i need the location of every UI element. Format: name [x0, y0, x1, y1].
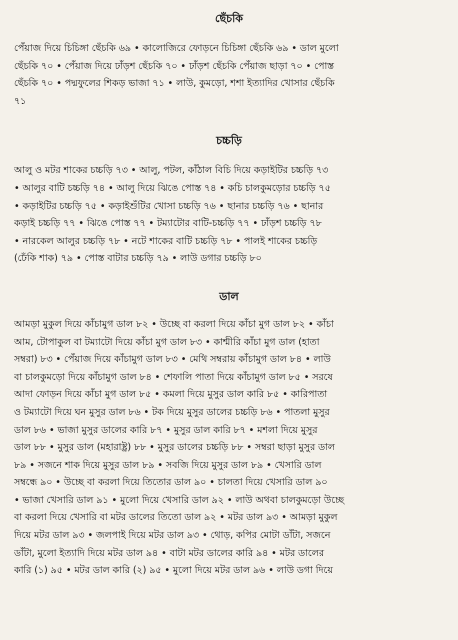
text-line: ডাল ৮৮ • মুসুর ডাল (মহারাষ্ট্র) ৮৮ • মুসুর ডালের চচ্চড়ি ৮৮ • সম্বরা ছাড়া মুসুর ডাল: [14, 442, 335, 454]
text-line: কারি (১) ৯৫ • মটর ডাল কারি (২) ৯৫ • মুলো দিয়ে মটর ডাল ৯৬ • লাউ ডগা দিয়ে: [14, 565, 333, 577]
text-line: • কড়াইটির চচ্চড়ি ৭৫ • কড়াইশুঁটির খোসা চচ্চড়ি ৭৬ • ছানার চচ্চড়ি ৭৬ • ছানার: [14, 200, 324, 212]
text-line: ছেঁচকি ৭০ • পেঁয়াজ দিয়ে ঢাঁড়শ ছেঁচকি ৭০ • ঢাঁড়শ ছেঁচকি পেঁয়াজ ছাড়া ৭০ • পোস্ত: [14, 60, 334, 72]
text-line: দিয়ে মটর ডাল ৯৩ • জলপাই দিয়ে মটর ডাল ৯৩ • থোড়, কপির মোটা ডাঁটা, সজনে: [14, 530, 331, 542]
text-line: আম, টোপাকুল বা টম্যাটো দিয়ে কাঁচা মুগ ডাল ৮৩ • কাশ্মীরি কাঁচা মুগ ডাল (হাতা: [14, 336, 320, 348]
text-line: • ভাজা খেসারি ডাল ৯১ • মুলো দিয়ে খেসারি ডাল ৯২ • লাউ অথবা চালকুমড়ো উচ্ছে: [14, 494, 345, 506]
text-line: (ঢেঁকি শাক) ৭৯ • পোস্ত বাটার চচ্চড়ি ৭৯ • লাউ ডগার চচ্চড়ি ৮০: [14, 253, 262, 265]
section-heading-chechki: ছেঁচকি: [215, 12, 243, 25]
text-line: • আলুর বাটি চচ্চড়ি ৭৪ • আলু দিয়ে ঝিঙে পোস্ত ৭৪ • কচি চালকুমড়োর চচ্চড়ি ৭৫: [14, 182, 331, 194]
section-text-chochchori: [14, 162, 444, 268]
text-line: ডাল ৮৬ • ভাজা মুসুর ডালের কারি ৮৭ • মুসুর ডাল কারি ৮৭ • মশলা দিয়ে মুসুর: [14, 424, 318, 436]
text-line: বা করলা দিয়ে খেসারি বা মটর ডালের তিতো ডাল ৯২ • মটর ডাল ৯৩ • আমড়া মুকুল: [14, 512, 338, 524]
text-line: ও টম্যাটো দিয়ে ঘন মুসুর ডাল ৮৬ • টক দিয়ে মুসুর ডালের চচ্চড়ি ৮৬ • পাতলা মুসুর: [14, 406, 330, 418]
text-line: • নারকেল আলুর চচ্চড়ি ৭৮ • নটে শাকের বাটি চচ্চড়ি ৭৮ • পালই শাকের চচ্চড়ি: [14, 235, 318, 247]
section-text-dal: [14, 316, 444, 580]
text-line: ৮৯ • সজনে শাক দিয়ে মুসুর ডাল ৮৯ • সবজি দিয়ে মুসুর ডাল ৮৯ • খেসারি ডাল: [14, 459, 322, 471]
text-line: কড়াই চচ্চড়ি ৭৭ • ঝিঙে পোস্ত ৭৭ • টম্যাটোর বাটি-চচ্চড়ি ৭৭ • ঢাঁড়শ চচ্চড়ি ৭৮: [14, 218, 322, 230]
text-line: পেঁয়াজ দিয়ে চিচিঙ্গা ছেঁচকি ৬৯ • কালোজিরে ফোড়নে চিচিঙ্গা ছেঁচকি ৬৯ • ডাল মুলো: [14, 43, 339, 54]
text-line: আলু ও মটর শাকের চচ্চড়ি ৭৩ • আলু, পটল, কাঁঠাল বিচি দিয়ে কড়াইটির চচ্চড়ি ৭৩: [14, 165, 329, 177]
section-text-chechki: [14, 40, 444, 110]
section-heading-dal: ডাল: [219, 289, 239, 303]
text-line: আমড়া মুকুল দিয়ে কাঁচামুগ ডাল ৮২ • উচ্ছে বা করলা দিয়ে কাঁচা মুগ ডাল ৮২ • কাঁচা: [14, 318, 334, 330]
section-heading-chochchori: চচ্চড়ি: [216, 134, 242, 148]
text-line: ডাঁটা, মুলো ইত্যাদি দিয়ে মটর ডাল ৯৪ • বাটা মটর ডালের কারি ৯৪ • মটর ডালের: [14, 547, 324, 559]
text-line: ছেঁচকি ৭০ • পদ্মফুলের শিকড় ভাজা ৭১ • লাউ, কুমড়ো, শশা ইত্যাদির খোসার ছেঁচকি: [14, 78, 335, 90]
text-line: ৭১: [14, 95, 27, 107]
text-line: সম্বন্ধে ৯০ • উচ্ছে বা করলা দিয়ে তিতোর ডাল ৯০ • চালতা দিয়ে খেসারি ডাল ৯০: [14, 477, 328, 489]
text-line: আদা ফোড়ন দিয়ে কাঁচা মুগ ডাল ৮৫ • কমলা দিয়ে মুসুর ডাল কারি ৮৫ • কারিপাতা: [14, 389, 328, 401]
text-line: সম্বরা) ৮৩ • পেঁয়াজ দিয়ে কাঁচামুগ ডাল ৮৩ • মেথি সম্বরায় কাঁচামুগ ডাল ৮৪ • লাউ: [14, 354, 331, 366]
text-line: বা চালকুমড়ো দিয়ে কাঁচামুগ ডাল ৮৪ • শেফালি পাতা দিয়ে কাঁচামুগ ডাল ৮৫ • সরষে: [14, 371, 333, 383]
